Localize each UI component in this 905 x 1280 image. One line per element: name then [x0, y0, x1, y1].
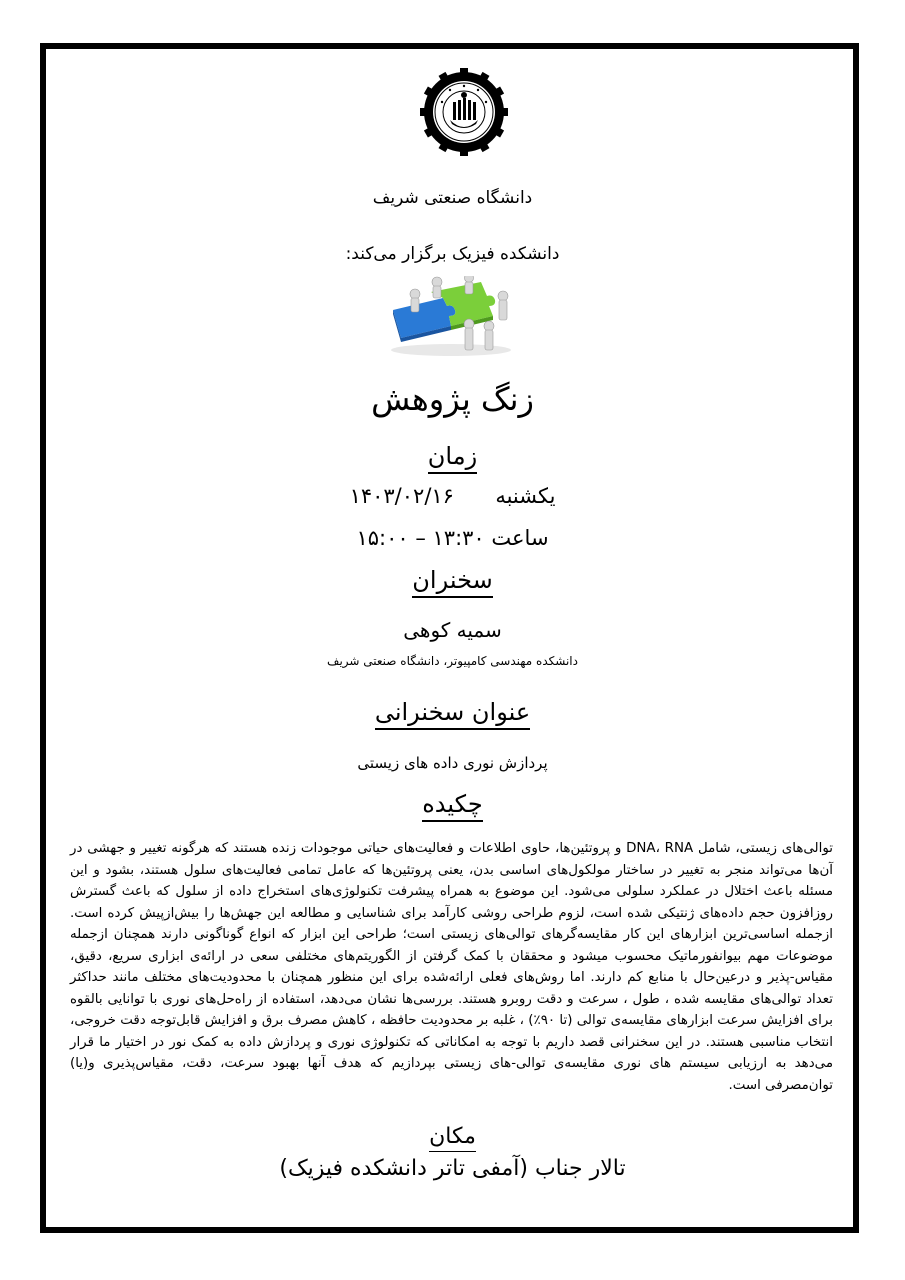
event-title: زنگ پژوهش: [371, 380, 534, 418]
event-date-row: [0, 484, 905, 508]
speaker-heading: سخنران: [412, 566, 492, 598]
speaker-affiliation: دانشکده مهندسی کامپیوتر، دانشگاه صنعتی شریف: [327, 654, 578, 668]
event-hours: ساعت ۱۳:۳۰ – ۱۵:۰۰: [356, 526, 549, 550]
talk-heading: عنوان سخنرانی: [375, 698, 530, 730]
abstract-text: توالی‌های زیستی، شامل DNA، RNA و پروتئین‌ها، حاوی اطلاعات و فعالیت‌های حیاتی موجودات زنده هستند که هرگونه تغییر و جهشی در آن‌ها می‌تواند منجر به تغییر در ساختار مولکول‌های اساسی بدن، یعنی پروتئین‌ها که عامل تمامی فعالیت‌های سلول هستند، بشود و این مسئله باعث اختلال در عملکرد سلولی می‌شود. این موضوع به همراه پیشرفت تکنولوژی‌های استخراج داده از سلول که باعث گسترش روزافزون حجم داده‌های ژنتیکی شده است، لزوم طراحی روشی کارآمد برای شناسایی و مطالعه این جهش‌ها را بیش‌ازپیش کرده است. ازجمله اساسی‌ترین ابزارهای این کار مقایسه‌گرهای توالی‌های زیستی است؛ طراحی این ابزار که انواع گوناگونی دارند همچنان ازجمله موضوعات مهم بیوانفورماتیک محسوب میشود و محققان با کمک گرفتن از الگوریتم‌های مختلفی سعی در ارائه‌ی ابزاری سریع، دقیق، مقیاس-پذیر و درعین‌حال با منابع کم دارند. اما روش‌های فعلی ارائه‌شده برای این منظور همچنان با محدودیت‌های مختلف مانند حداکثر تعداد توالی‌های مقایسه شده ، طول ، سرعت و دقت روبرو هستند. بررسی‌ها نشان می‌دهد، استفاده از راه‌حل‌های نوری با توانایی بالقوه برای افزایش سرعت ابزارهای مقایسه‌ی توالی (تا ۹۰٪) ، غلبه بر محدودیت حافظه ، کاهش مصرف برق و افزایش قابل‌توجه دقت خروجی، انتخاب مناسبی هستند. در این سخنرانی قصد داریم با توجه به امکاناتی که تکنولوژی نوری و پردازش داده به کمک نور در اختیار ما قرار می‌دهد به ارزیابی سیستم های نوری مقایسه‌ی توالی-های زیستی بپردازیم که هدف آنها بهبود سرعت، دقت، مقیاس‌پذیری و(یا) توان‌مصرفی است.: [70, 841, 833, 1093]
speaker-name: سمیه کوهی: [403, 618, 502, 642]
university-name: دانشگاه صنعتی شریف: [372, 188, 533, 208]
event-day: یکشنبه: [495, 484, 556, 508]
location-heading: مکان: [429, 1124, 476, 1152]
location-venue: تالار جناب (آمفی تاتر دانشکده فیزیک): [279, 1156, 626, 1181]
university-gear-emblem-icon: [420, 68, 508, 156]
abstract-body: [70, 838, 833, 1096]
puzzle-teamwork-icon: [385, 276, 517, 358]
time-heading: زمان: [428, 442, 477, 474]
abstract-heading: چکیده: [422, 790, 483, 822]
host-line: دانشکده فیزیک برگزار می‌کند:: [345, 244, 560, 264]
event-date: ۱۴۰۳/۰۲/۱۶: [349, 484, 454, 508]
talk-title: پردازش نوری داده های زیستی: [357, 754, 548, 772]
